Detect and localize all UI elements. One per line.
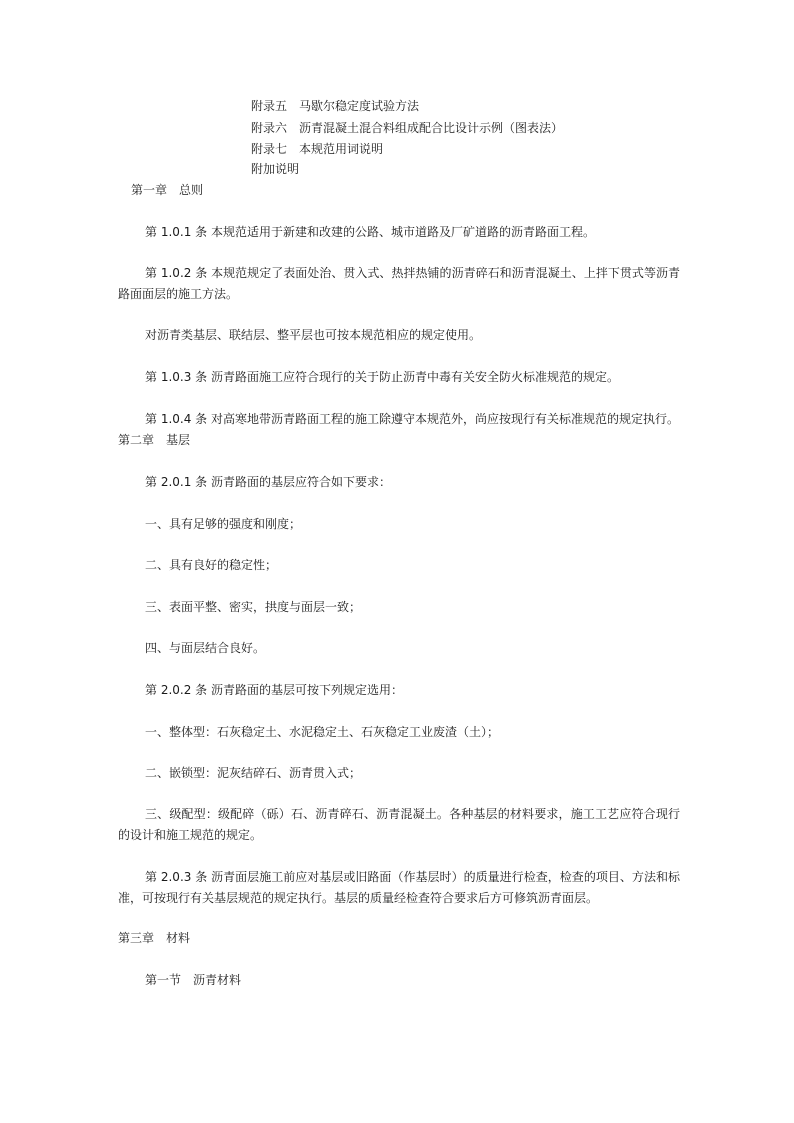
clause-2-0-1: 第 2.0.1 条 沥青路面的基层应符合如下要求： — [145, 475, 391, 489]
appendix-item-6: 附录六 沥青混凝土混合料组成配合比设计示例（图表法） — [251, 121, 564, 135]
chapter-2-heading: 第二章 基层 — [118, 433, 191, 447]
requirement-3: 三、表面平整、密实，拱度与面层一致； — [145, 600, 362, 614]
chapter-3-heading: 第三章 材料 — [118, 931, 191, 945]
base-type-3: 三、级配型：级配碎（砾）石、沥青碎石、沥青混凝土。各种基层的材料要求，施工工艺应符合现行的设计和施工规范的规定。 — [118, 807, 680, 842]
clause-1-0-2-note: 对沥青类基层、联结层、整平层也可按本规范相应的规定使用。 — [145, 328, 482, 342]
section-1-heading: 第一节 沥青材料 — [145, 973, 242, 987]
appendix-item-7: 附录七 本规范用词说明 — [251, 142, 384, 156]
requirement-4: 四、与面层结合良好。 — [145, 641, 266, 655]
clause-2-0-3: 第 2.0.3 条 沥青面层施工前应对基层或旧路面（作基层时）的质量进行检查，检查的项目、方法和标准，可按现行有关基层规范的规定执行。基层的质量经检查符合要求后方可修筑沥青面层。 — [118, 870, 680, 905]
clause-1-0-1: 第 1.0.1 条 本规范适用于新建和改建的公路、城市道路及厂矿道路的沥青路面工程。 — [145, 225, 595, 239]
chapter-1-heading: 第一章 总则 — [131, 183, 204, 197]
appendix-item-5: 附录五 马歇尔稳定度试验方法 — [251, 99, 420, 113]
clause-1-0-3: 第 1.0.3 条 沥青路面施工应符合现行的关于防止沥青中毒有关安全防火标准规范的规定。 — [145, 370, 619, 384]
base-type-2: 二、嵌锁型：泥灰结碎石、沥青贯入式； — [145, 766, 362, 780]
clause-1-0-4: 第 1.0.4 条 对高寒地带沥青路面工程的施工除遵守本规范外，尚应按现行有关标准规范的规定执行。 — [145, 412, 679, 426]
appendix-additional-notes: 附加说明 — [251, 162, 300, 176]
clause-1-0-2: 第 1.0.2 条 本规范规定了表面处治、贯入式、热拌热铺的沥青碎石和沥青混凝土、上拌下贯式等沥青路面面层的施工方法。 — [118, 266, 680, 301]
requirement-1: 一、具有足够的强度和刚度； — [145, 517, 302, 531]
base-type-1: 一、整体型：石灰稳定土、水泥稳定土、石灰稳定工业废渣（土）； — [145, 725, 500, 739]
clause-2-0-2: 第 2.0.2 条 沥青路面的基层可按下列规定选用： — [145, 683, 403, 697]
requirement-2: 二、具有良好的稳定性； — [145, 558, 278, 572]
